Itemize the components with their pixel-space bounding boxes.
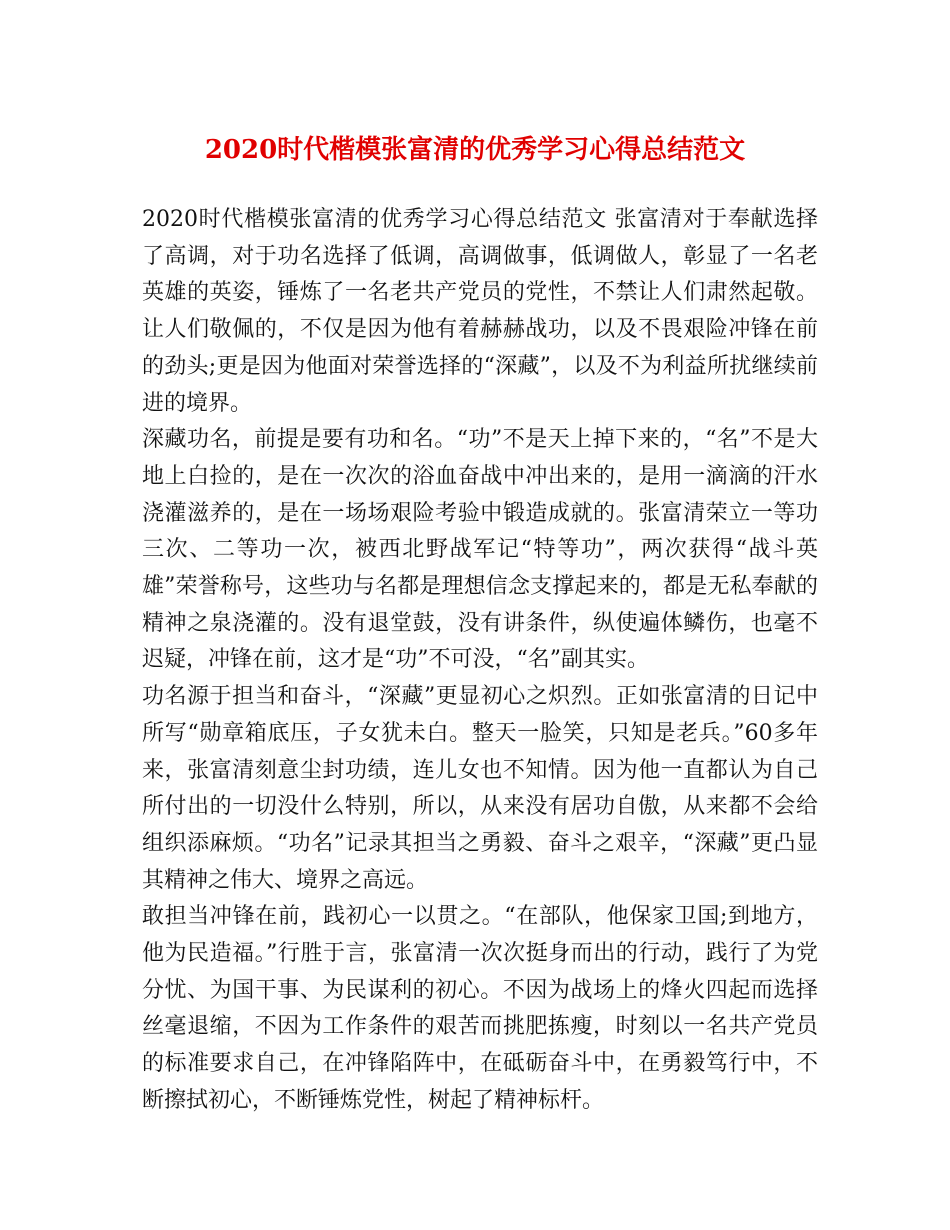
paragraph-3: 功名源于担当和奋斗，“深藏”更显初心之炽烈。正如张富清的日记中所写“勋章箱底压，子女犹未白。整天一脸笑，只知是老兵。”60多年来，张富清刻意尘封功绩，连儿女也不知情。因为他一直都认为自己所付出的一切没什么特别，所以，从来没有居功自傲，从来都不会给组织添麻烦。“功名”记录其担当之勇毅、奋斗之艰辛，“深藏”更凸显其精神之伟大、境界之高远。 [142, 684, 818, 893]
document-body [142, 202, 818, 1120]
paragraph-4: 敢担当冲锋在前，践初心一以贯之。“在部队，他保家卫国;到地方，他为民造福。”行胜于言，张富清一次次挺身而出的行动，践行了为党分忧、为国干事、为民谋利的初心。不因为战场上的烽火四起而选择丝毫退缩，不因为工作条件的艰苦而挑肥拣瘦，时刻以一名共产党员的标准要求自己，在冲锋陷阵中，在砥砺奋斗中，在勇毅笃行中，不断擦拭初心，不断锤炼党性，树起了精神标杆。 [142, 904, 818, 1113]
document-title: 2020时代楷模张富清的优秀学习心得总结范文 [204, 135, 746, 165]
paragraph-2: 深藏功名，前提是要有功和名。“功”不是天上掉下来的，“名”不是大地上白捡的，是在一次次的浴血奋战中冲出来的，是用一滴滴的汗水浇灌滋养的，是在一场场艰险考验中锻造成就的。张富清荣立一等功三次、二等功一次，被西北野战军记“特等功”，两次获得“战斗英雄”荣誉称号，这些功与名都是理想信念支撑起来的，都是无私奉献的精神之泉浇灌的。没有退堂鼓，没有讲条件，纵使遍体鳞伤，也毫不迟疑，冲锋在前，这才是“功”不可没，“名”副其实。 [142, 427, 818, 673]
paragraph-1: 2020时代楷模张富清的优秀学习心得总结范文 张富清对于奉献选择了高调，对于功名选择了低调，高调做事，低调做人，彰显了一名老英雄的英姿，锤炼了一名老共产党员的党性，不禁让人们肃然起敬。让人们敬佩的，不仅是因为他有着赫赫战功，以及不畏艰险冲锋在前的劲头;更是因为他面对荣誉选择的“深藏”，以及不为利益所扰继续前进的境界。 [142, 207, 818, 416]
